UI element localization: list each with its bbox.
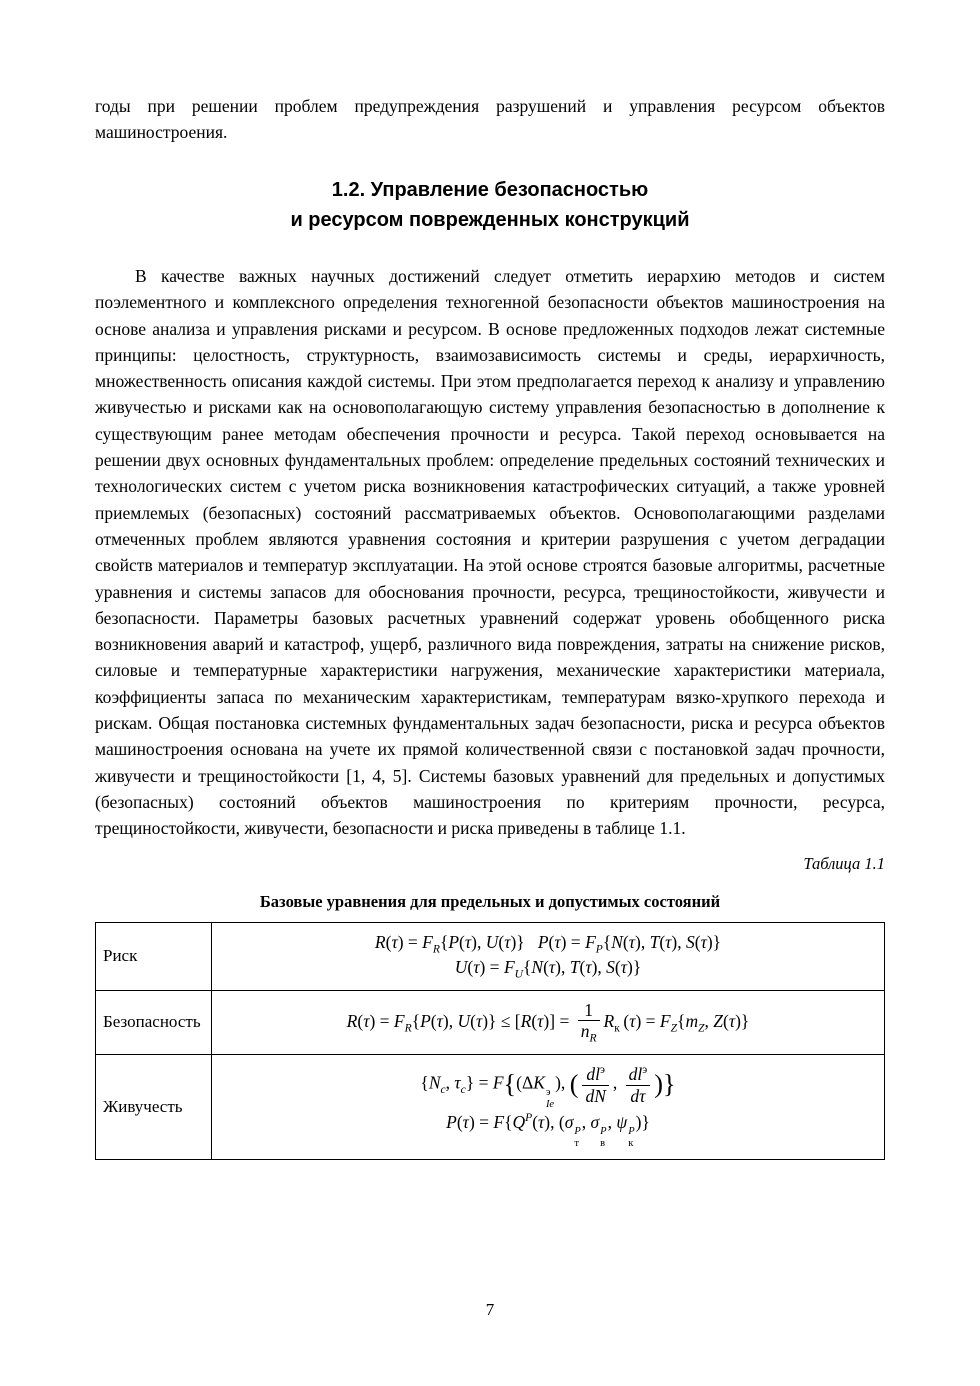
formula-cell-risk: [212, 922, 885, 990]
formula-line: $U(\tau) = F_U\{N(\tau)$, T(τ), S(τ)}: [454, 957, 642, 981]
table-row-risk: [96, 922, 885, 990]
section-heading-line-2: и ресурсом поврежденных конструкций: [290, 209, 690, 231]
equations-table: [95, 922, 885, 1160]
row-label-survivability: Живучесть: [96, 1055, 212, 1159]
formula-cell-survivability: [212, 1055, 885, 1159]
section-heading: [95, 175, 885, 235]
row-label-safety: Безопасность: [96, 990, 212, 1055]
section-heading-line-1: 1.2. Управление безопасностью: [331, 179, 649, 201]
formula-line: $R(\tau) = F_R\{P(\tau)$, U(τ)} ≤ [R(τ)] = $\frac{1}{n_R}$ $R_к$ $(\tau) = F_Z\{m_Z$, Z(τ)}: [346, 999, 750, 1045]
page-number: 7: [485, 1300, 495, 1319]
formula-line: $R(\tau) = F_R\{P(\tau)$, U(τ)} $P(\tau) = F_P\{N(\tau)$, T(τ), S(τ)}: [374, 931, 722, 956]
table-row-safety: [96, 990, 885, 1055]
row-label-risk: Риск: [96, 922, 212, 990]
formula-line: {$N_c$, $\tau_c\} = F\{(\Delta K$ э Ie ), ( $\frac{dl^э}{dN}$ , $\frac{dl^э}{d\tau}$ )}: [420, 1064, 676, 1110]
formula-line: $P(\tau) = F\{Q^P(\tau)$, (σ P т , σ P в , ψ P к )}: [446, 1112, 650, 1149]
intro-paragraph: годы при решении проблем предупреждения разрушений и управления ресурсом объектов машиностроения.: [95, 96, 885, 142]
formula-cell-safety: [212, 990, 885, 1055]
table-title: Базовые уравнения для предельных и допустимых состояний: [259, 891, 721, 911]
table-caption: Таблица 1.1: [803, 853, 885, 873]
table-row-survivability: [96, 1055, 885, 1159]
content-column: [95, 0, 885, 1160]
body-paragraph: В качестве важных научных достижений следует отметить иерархию методов и систем поэлементного и комплексного определения техногенной безопасности объектов машиностроения на основе анализа и управления рисками и ресурсом. В основе предложенных подходов лежат системные принципы: целостность, структурность, взаимозависимость системы и среды, иерархичность, множественность описания каждой системы. При этом предполагается переход к анализу и управлению живучестью и рисками как на основополагающую систему управления безопасностью в дополнение к существующим ранее методам обеспечения прочности и ресурса. Такой переход основывается на решении двух основных фундаментальных проблем: определение предельных состояний технических и технологических систем с учетом риска возникновения катастрофических ситуаций, а также уровней приемлемых (безопасных) состояний рассматриваемых объектов. Основополагающими разделами отмеченных проблем являются уравнения состояния и критерии разрушения с учетом деградации свойств материалов и температур эксплуатации. На этой основе строятся базовые алгоритмы, расчетные уравнения и системы запасов для обоснования прочности, ресурса, трещиностойкости, живучести и безопасности. Параметры базовых расчетных уравнений содержат уровень обобщенного риска возникновения аварий и катастроф, ущерб, различного вида повреждения, затраты на снижение рисков, силовые и температурные характеристики нагружения, механические характеристики материала, коэффициенты запаса по механическим характеристикам, температурам вязко-хрупкого перехода и рискам. Общая постановка системных фундаментальных задач безопасности, риска и ресурса объектов машиностроения основана на учете их прямой количественной связи с постановкой задач прочности, живучести и трещиностойкости [1, 4, 5]. Системы базовых уравнений для предельных и допустимых (безопасных) состояний объектов машиностроения по критериям прочности, ресурса, трещиностойкости, живучести, безопасности и риска приведены в таблице 1.1.: [95, 266, 885, 839]
